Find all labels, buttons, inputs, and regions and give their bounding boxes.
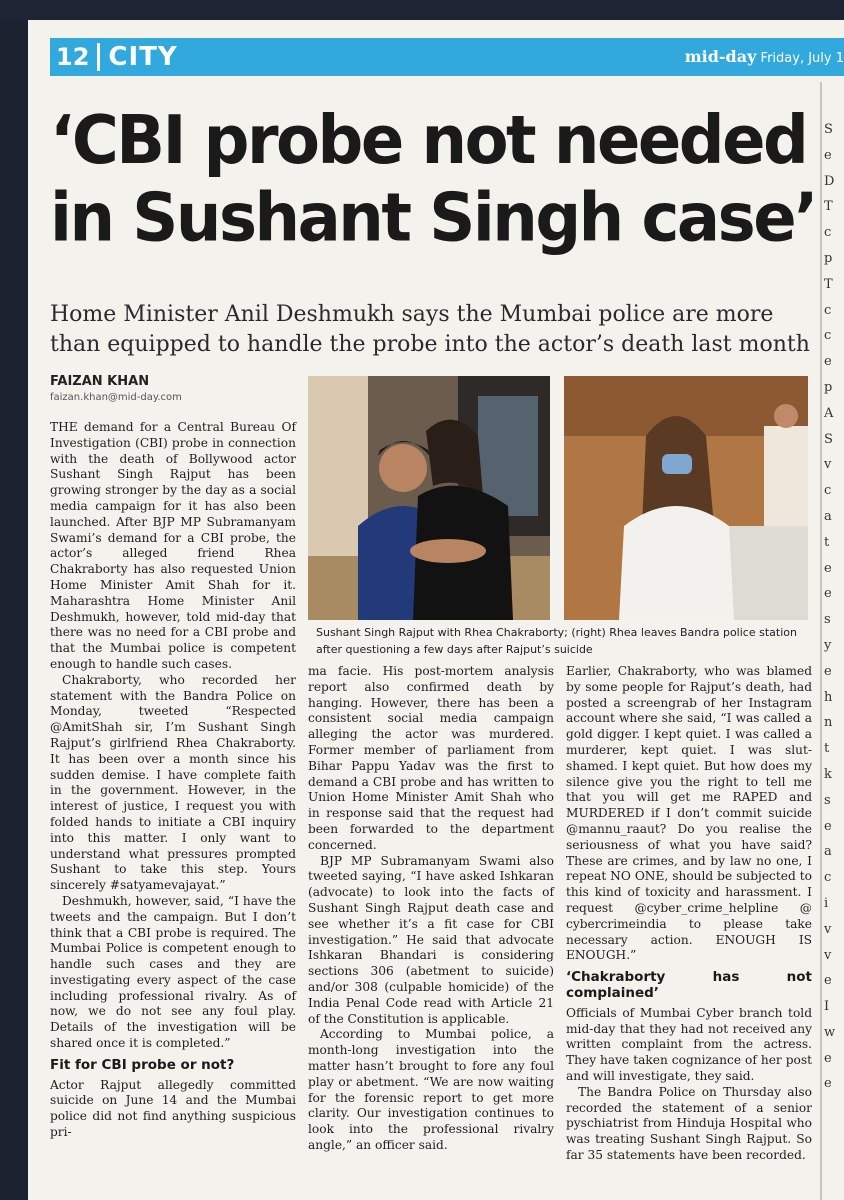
article-column-3 [566,664,812,1164]
newspaper-page [28,20,844,1200]
photo-sushant-rhea [308,376,550,620]
fragment-letter: s [824,612,831,628]
subhead-fit-for-cbi: Fit for CBI probe or not? [50,1056,235,1073]
fragment-letter: t [824,741,830,757]
fragment-letter: w [824,1024,836,1040]
fragment-letter: A [824,405,834,421]
paragraph: Officials of Mumbai Cyber branch told mid-day that they had not received any written complaint from the actress. They have taken cognizance of her post and will investigate, they said. [566,1005,812,1083]
column-rule [820,82,822,1200]
fragment-letter: n [824,715,833,731]
paragraph: Chakraborty, who recorded her statement with the Bandra Police on Monday, tweeted “Respected @AmitShah sir, I’m Sushant Singh Rajput’s girlfriend Rhea Chakraborty. It has been over a month since his sudden demise. I have complete faith in the government. However, in the interest of justice, I request you with folded hands to initiate a CBI inquiry into this matter. I only want to understand what pressures prompted Sushant to take this step. Yours sincerely #satyamevajayat.” [50,672,296,893]
paragraph: According to Mumbai police, a month-long investigation into the matter hasn’t brought to fore any foul play or abetment. “We are now waiting for the forensic report to get more clarity. Our investigation continues to look into the professional rivalry angle,” an officer said. [308,1027,554,1152]
fragment-letter: v [824,457,832,473]
frame-top [0,0,844,22]
fragment-letter: p [824,250,833,266]
paragraph: BJP MP Subramanyam Swami also tweeted saying, “I have asked Ishkaran (advocate) to look into the facts of Sushant Singh Rajput death case and see whether it’s a fit case for CBI investigation.” He said that advocate Ishkaran Bhandari is considering sections 306 (abetment to suicide) and/or 308 (culpable homicide) of the India Penal Code read with Article 21 of the Constitution is applicable. [308,853,554,1026]
photo-caption: Sushant Singh Rajput with Rhea Chakraborty; (right) Rhea leaves Bandra police station after questioning a few days after Rajput’s suicide [316,626,797,656]
byline: FAIZAN KHAN [50,374,150,389]
fragment-letter: T [824,276,833,292]
page-number: 12 [50,43,100,71]
fragment-letter: y [824,637,832,653]
paragraph: Deshmukh, however, said, “I have the tweets and the campaign. But I don’t think that a CBI probe is required. The Mumbai Police is competent enough to handle such cases and they are investigating every aspect of the case including professional rivalry. As of now, we do not see any foul play. Details of the investigation will be shared once it is completed.” [50,893,296,1051]
fragment-letter: k [824,766,832,782]
fragment-letter: e [824,586,832,602]
deck: Home Minister Anil Deshmukh says the Mumbai police are more than equipped to handle the probe into the actor’s death last month [50,302,810,357]
fragment-letter: a [824,844,832,860]
fragment-letter: S [824,431,833,447]
issue-date: Friday, July 1 [760,51,844,66]
fragment-letter: p [824,379,833,395]
fragment-letter: e [824,147,832,163]
fragment-letter: i [824,895,829,911]
fragment-letter: c [824,483,832,499]
fragment-letter: e [824,1076,832,1092]
headline [50,102,820,257]
paragraph: The Bandra Police on Thursday also recorded the statement of a senior pyschiatrist from Hinduja Hospital who was treating Sushant Singh Rajput. So far 35 statements have been recorded. [566,1084,812,1162]
fragment-letter: s [824,792,831,808]
fragment-letter: S [824,122,833,137]
paragraph: ma facie. His post-mortem analysis report also confirmed death by hanging. However, there has been a consistent social media campaign alleging the actor was murdered. Former member of parliament from Bihar Pappu Yadav was the first to demand a CBI probe and has written to Union Home Minister Amit Shah who in response said that the request had been forwarded to the department concerned. [308,664,554,852]
subhead-not-complained: ‘Chakraborty has not complained’ [566,969,812,1001]
adjacent-article-fragment [824,82,844,1200]
fragment-letter: c [824,302,832,318]
paragraph: THE demand for a Central Bureau Of Investigation (CBI) probe in connection with the death of Bollywood actor Sushant Singh Rajput has been growing stronger by the day as a social media campaign for it has also been launched. After BJP MP Subramanyam Swami’s demand for a CBI probe, the actor’s alleged friend Rhea Chakraborty has also requested Union Home Minister Amit Shah for it. Maharashtra Home Minister Anil Deshmukh, however, told mid-day that there was no need for a CBI probe and that the Mumbai police is competent enough to handle such cases. [50,420,296,671]
fragment-letter: e [824,1050,832,1066]
headline-line-1: ‘CBI probe not needed [50,102,807,180]
fragment-letter: e [824,973,832,989]
paper-name: mid-day [684,47,757,66]
section-band [50,38,844,76]
fragment-letter: h [824,689,833,705]
fragment-letter: v [824,921,832,937]
fragment-letter: e [824,354,832,370]
section-name: CITY [108,42,178,72]
paragraph: Earlier, Chakraborty, who was blamed by some people for Rajput’s death, had posted a screengrab of her Instagram account where she said, “I was called a gold digger. I kept quiet. I was called a murderer, kept quiet. I was slut-shamed. I kept quiet. But how does my silence give you the right to tell me that you will get me RAPED and MURDERED if I don’t commit suicide @mannu_raaut? Do you realise the seriousness of what you have said? These are crimes, and by law no one, I repeat NO ONE, should be subjected to this kind of toxicity and harassment. I request @cyber_crime_helpline @ cybercrimeindia to please take necessary action. ENOUGH IS ENOUGH.” [566,664,812,963]
fragment-letter: e [824,818,832,834]
fragment-letter: c [824,870,832,886]
fragment-letter: t [824,534,830,550]
fragment-letter: v [824,947,832,963]
fragment-letter: e [824,560,832,576]
fragment-letter: c [824,225,832,241]
fragment-letter: e [824,663,832,679]
article-column-2 [308,664,554,1154]
author-email: faizan.khan@mid-day.com [50,392,182,403]
photo-rhea-bandra [564,376,808,620]
fragment-letter: I [824,999,830,1015]
article-column-1 [50,420,296,1141]
fragment-letter: D [824,173,835,189]
fragment-letter: a [824,508,832,524]
paragraph: Actor Rajput allegedly committed suicide on June 14 and the Mumbai police did not find anything suspicious pri- [50,1077,296,1140]
fragment-letter: T [824,199,833,215]
masthead [685,38,844,76]
headline-line-2: in Sushant Singh case’ [50,179,816,258]
fragment-letter: c [824,328,832,344]
